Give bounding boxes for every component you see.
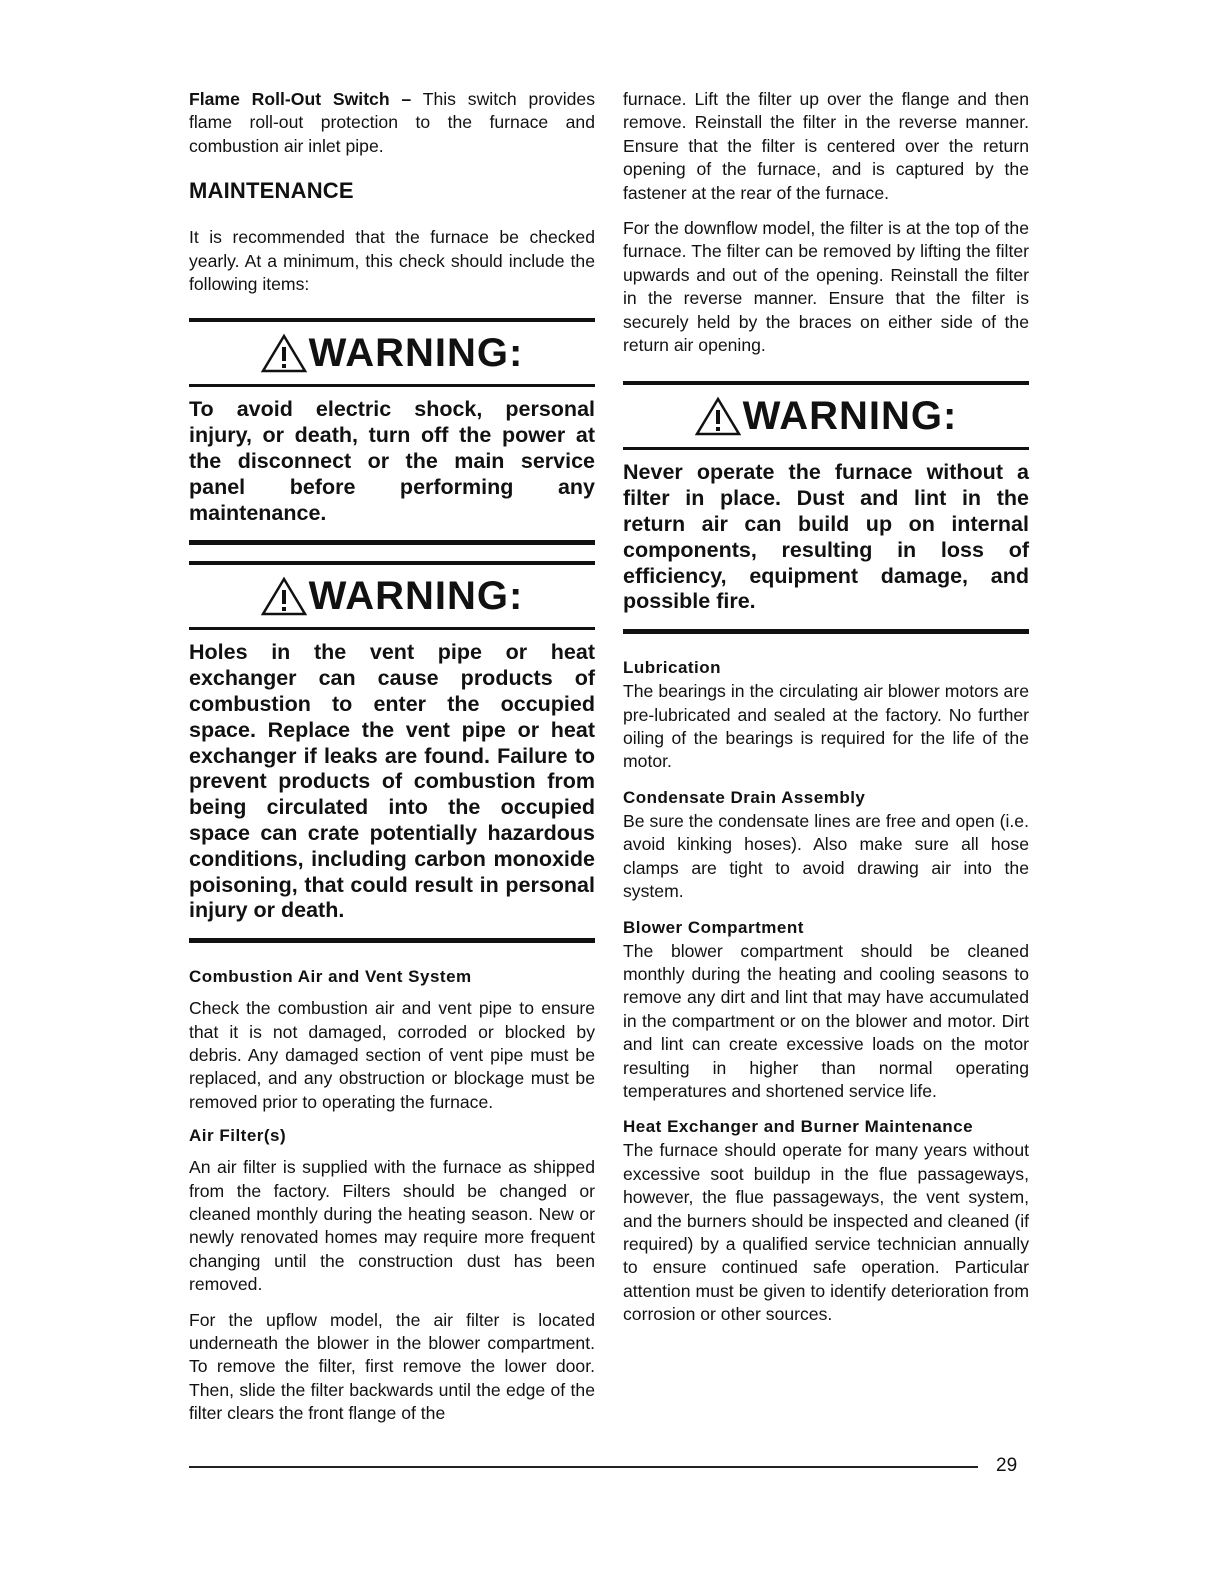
- combustion-section: [189, 967, 595, 1114]
- heat-exchanger-heading: Heat Exchanger and Burner Maintenance: [623, 1117, 974, 1137]
- warning-box-electric: [189, 318, 595, 545]
- warning-top-rule: [189, 561, 595, 565]
- air-filter-heading: Air Filter(s): [189, 1126, 287, 1146]
- warning-box-vent: [189, 561, 595, 943]
- filter-continued-text: furnace. Lift the filter up over the flange and then remove. Reinstall the filter in the reverse manner. Ensure that the filter is centered over the return opening of the furnace, and is captured by the fastener at the rear of the furnace.: [623, 89, 1029, 203]
- warning-top-rule: [189, 318, 595, 322]
- warning-title-row: [189, 573, 595, 619]
- warning-triangle-icon: [261, 333, 307, 373]
- page-number: 29: [996, 1455, 1018, 1476]
- heat-exchanger-text: The furnace should operate for many years without excessive soot buildup in the flue passageways, however, the flue passageways, the vent system, and the burners should be inspected and cleaned (if required) by a qualified service technician annually to ensure continued safe operation. Particular attention must be given to identify deterioration from corrosion or other sources.: [623, 1140, 1029, 1325]
- condensate-text: Be sure the condensate lines are free and open (i.e. avoid kinking hoses). Also make sure all hose clamps are tight to avoid drawing air into the system.: [623, 810, 1029, 902]
- warning-mid-rule: [623, 447, 1029, 450]
- combustion-heading: Combustion Air and Vent System: [189, 967, 472, 987]
- blower-heading: Blower Compartment: [623, 917, 804, 937]
- blower-section: [623, 918, 1029, 1104]
- warning-mid-rule: [189, 384, 595, 387]
- warning-bottom-rule: [189, 938, 595, 943]
- warning-text-electric: To avoid electric shock, personal injury, or death, turn off the power at the disconnect or the main service panel before performing any maintenance.: [189, 397, 595, 525]
- flame-rollout-paragraph: [189, 88, 595, 158]
- warning-top-rule: [623, 381, 1029, 385]
- condensate-heading: Condensate Drain Assembly: [623, 787, 866, 807]
- warning-text-filter: Never operate the furnace without a filter in place. Dust and lint in the return air can build up on internal components, resulting in loss of efficiency, equipment damage, and possible fire.: [623, 460, 1029, 614]
- condensate-section: [623, 788, 1029, 904]
- flame-rollout-heading: Flame Roll-Out Switch –: [189, 89, 412, 109]
- warning-title-row: [623, 393, 1029, 439]
- right-column: [623, 88, 1029, 1339]
- heat-exchanger-section: [623, 1117, 1029, 1326]
- air-filter-text-2: For the upflow model, the air filter is located underneath the blower in the blower compartment. To remove the filter, first remove the lower door. Then, slide the filter backwards until the edge of the filter clears the front flange of the: [189, 1309, 595, 1424]
- warning-triangle-icon: [261, 576, 307, 616]
- warning-bottom-rule: [189, 540, 595, 545]
- lubrication-heading: Lubrication: [623, 658, 722, 678]
- left-column: [189, 88, 595, 1438]
- warning-title: WARNING:: [308, 574, 524, 619]
- warning-text-vent: Holes in the vent pipe or heat exchanger can cause products of combustion to enter the occupied space. Replace the vent pipe or heat exchanger if leaks are found. Failure to prevent products of combustion from being circulated into the occupied space can crate potentially hazardous conditions, including carbon monoxide poisoning, that could result in personal injury or death.: [189, 640, 595, 923]
- lubrication-section: [623, 658, 1029, 774]
- maintenance-heading: MAINTENANCE: [189, 178, 354, 204]
- warning-mid-rule: [189, 627, 595, 630]
- lubrication-text: The bearings in the circulating air blower motors are pre-lubricated and sealed at the factory. No further oiling of the bearings is required for the life of the motor.: [623, 681, 1029, 772]
- air-filter-text-1: An air filter is supplied with the furnace as shipped from the factory. Filters should be changed or cleaned monthly during the heating season. New or newly renovated homes may require more frequent changing until the construction dust has been removed.: [189, 1157, 595, 1295]
- warning-triangle-icon: [695, 396, 741, 436]
- maintenance-text: It is recommended that the furnace be checked yearly. At a minimum, this check should include the following items:: [189, 227, 595, 295]
- warning-title: WARNING:: [308, 331, 524, 376]
- downflow-text: For the downflow model, the filter is at the top of the furnace. The filter can be removed by lifting the filter upwards and out of the opening. Reinstall the filter in the reverse manner. Ensure that the filter is securely held by the braces on either side of the return air opening.: [623, 218, 1029, 356]
- warning-box-filter: [623, 381, 1029, 634]
- warning-title-row: [189, 330, 595, 376]
- combustion-text: Check the combustion air and vent pipe to ensure that it is not damaged, corroded or blocked by debris. Any damaged section of vent pipe must be replaced, and any obstruction or blockage must be removed prior to operating the furnace.: [189, 998, 595, 1112]
- footer-rule: [189, 1466, 978, 1468]
- blower-text: The blower compartment should be cleaned monthly during the heating and cooling seasons to remove any dirt and lint that may have accumulated in the compartment or on the blower and motor. Dirt and lint can create excessive loads on the motor resulting in higher than normal operating temperatures and shortened service life.: [623, 940, 1029, 1101]
- flame-rollout-text: This switch provides flame roll-out protection to the furnace and combustion air inlet pipe.: [189, 89, 595, 156]
- warning-bottom-rule: [623, 629, 1029, 634]
- warning-title: WARNING:: [742, 394, 958, 439]
- air-filter-section: [189, 1126, 595, 1425]
